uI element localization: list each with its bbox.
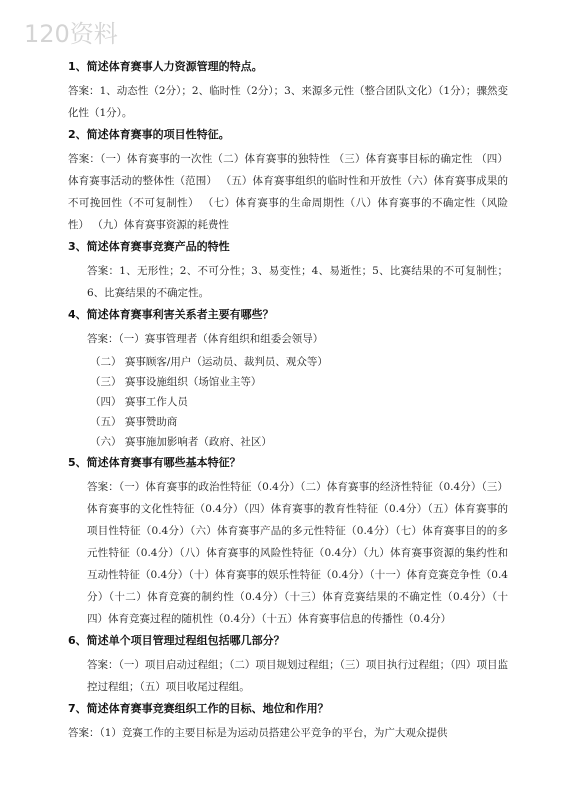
list-item: （四） 赛事工作人员 <box>90 396 188 408</box>
list-item: （三） 赛事设施组织（场馆业主等） <box>90 376 262 388</box>
section-2 <box>68 128 508 236</box>
section-1 <box>68 60 508 124</box>
list-item: （五） 赛事赞助商 <box>90 416 178 428</box>
answer-text: 答案：1、无形性；2、不可分性；3、易变性；4、易逝性；5、比赛结果的不可复制性；6、比赛结果的不确定性。 <box>87 265 508 299</box>
section-3 <box>68 240 508 304</box>
question-heading: 5、简述体育赛事有哪些基本特征？ <box>68 456 241 469</box>
section-4 <box>68 308 508 452</box>
answer-text: 答案：（一）体育赛事的一次性（二）体育赛事的独特性 （三）体育赛事目标的确定性 （四）体育赛事活动的整体性（范围） （五）体育赛事组织的临时性和开放性（六）体育赛事成果的不可挽回性（不可复制性） （七）体育赛事的生命周期性（八）体育赛事的不确定性（风险性） （九）体育赛事资源的耗费性 <box>68 153 508 231</box>
answer-text: 答案：（1）竞赛工作的主要目标是为运动员搭建公平竞争的平台，为广大观众提供 <box>68 727 448 739</box>
question-heading: 3、简述体育赛事竞赛产品的特性 <box>68 240 230 253</box>
watermark: 120资料 <box>24 20 118 48</box>
answer-text: 答案：（一）项目启动过程组；（二）项目规划过程组；（三）项目执行过程组；（四）项目监控过程组；（五）项目收尾过程组。 <box>87 659 508 693</box>
answer-text: 答案：（一）体育赛事的政治性特征（0.4分）（二）体育赛事的经济性特征（0.4分）（三）体育赛事的文化性特征（0.4分）（四）体育赛事的教育性特征（0.4分）（五）体育赛事的项目性特征（0.4分）（六）体育赛事产品的多元性特征（0.4分）（七）体育赛事目的的多元性特征（0.4分）（八）体育赛事的风险性特征（0.4分）（九）体育赛事资源的集约性和互动性特征（0.4分）（十）体育赛事的娱乐性特征（0.4分）（十一）体育竞赛竞争性（0.4分）（十二）体育竞赛的制约性（0.4分）（十三）体育竞赛结果的不确定性（0.4分）（十四）体育竞赛过程的随机性（0.4分）（十五）体育赛事信息的传播性（0.4分） <box>87 481 508 625</box>
answer-text: 答案：1、动态性（2分）；2、临时性（2分）；3、来源多元性（整合团队文化）（1分）；骤然变化性（1分）。 <box>68 85 508 119</box>
question-heading: 7、简述体育赛事竞赛组织工作的目标、地位和作用？ <box>68 702 329 715</box>
answer-text: 答案：（一）赛事管理者（体育组织和组委会领导） <box>87 333 324 345</box>
section-5 <box>68 456 508 630</box>
document-body <box>68 60 508 748</box>
question-heading: 2、简述体育赛事的项目性特征。 <box>68 128 230 141</box>
section-7 <box>68 702 508 744</box>
question-heading: 1、简述体育赛事人力资源管理的特点。 <box>68 60 263 73</box>
list-item: （二） 赛事顾客/用户（运动员、裁判员、观众等） <box>90 356 328 368</box>
section-6 <box>68 634 508 698</box>
question-heading: 6、简述单个项目管理过程组包括哪几部分？ <box>68 634 285 647</box>
list-item: （六） 赛事施加影响者（政府、社区） <box>90 436 272 448</box>
question-heading: 4、简述体育赛事利害关系者主要有哪些？ <box>68 308 274 321</box>
